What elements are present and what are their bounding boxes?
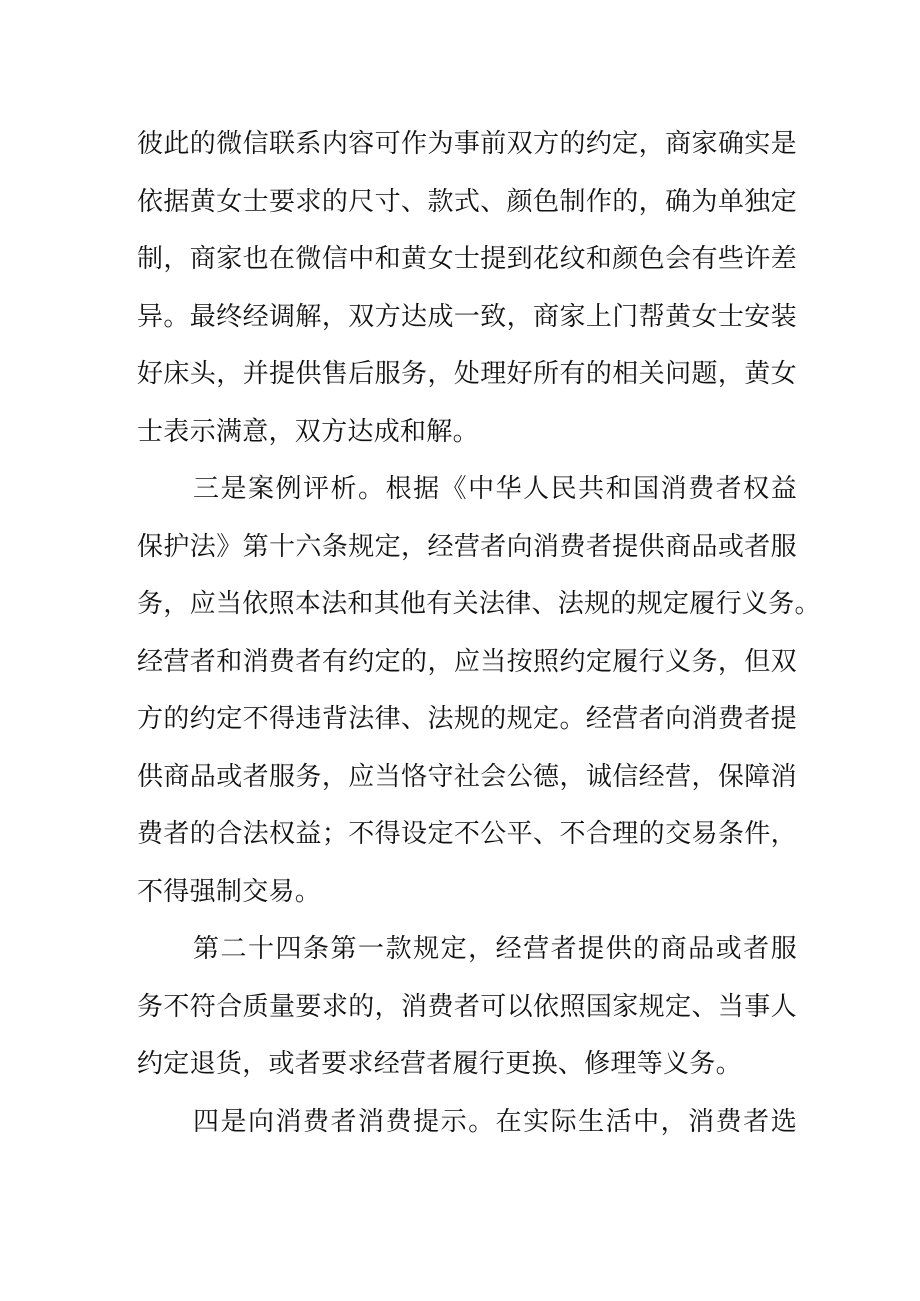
text-line: 三是案例评析。根据《中华人民共和国消费者权益 xyxy=(193,474,797,504)
text-line: 供商品或者服务，应当恪守社会公德，诚信经营，保障消 xyxy=(137,761,797,792)
text-line: 第二十四条第一款规定，经营者提供的商品或者服 xyxy=(193,934,797,964)
text-line: 依据黄女士要求的尺寸、款式、颜色制作的，确为单独定 xyxy=(137,186,797,217)
text-line: 约定退货，或者要求经营者履行更换、修理等义务。 xyxy=(137,1049,742,1079)
text-line: 保护法》第十六条规定，经营者向消费者提供商品或者服 xyxy=(137,531,797,562)
text-line: 彼此的微信联系内容可作为事前双方的约定，商家确实是 xyxy=(137,129,797,159)
body-text xyxy=(137,116,821,1151)
text-line: 制，商家也在微信中和黄女士提到花纹和颜色会有些许差 xyxy=(137,244,797,274)
text-line: 四是向消费者消费提示。在实际生活中，消费者选 xyxy=(193,1106,797,1137)
text-line: 方的约定不得违背法律、法规的规定。经营者向消费者提 xyxy=(137,704,797,734)
text-line: 经营者和消费者有约定的，应当按照约定履行义务，但双 xyxy=(137,646,797,677)
text-line: 务，应当依照本法和其他有关法律、法规的规定履行义务。 xyxy=(137,589,821,619)
text-line: 不得强制交易。 xyxy=(137,876,322,907)
text-line: 异。最终经调解，双方达成一致，商家上门帮黄女士安装 xyxy=(137,301,797,332)
text-line: 费者的合法权益；不得设定不公平、不合理的交易条件， xyxy=(137,819,797,849)
text-line: 好床头，并提供售后服务，处理好所有的相关问题，黄女 xyxy=(137,359,797,389)
text-line: 士表示满意，双方达成和解。 xyxy=(137,416,479,447)
text-line: 务不符合质量要求的，消费者可以依照国家规定、当事人 xyxy=(137,991,797,1022)
